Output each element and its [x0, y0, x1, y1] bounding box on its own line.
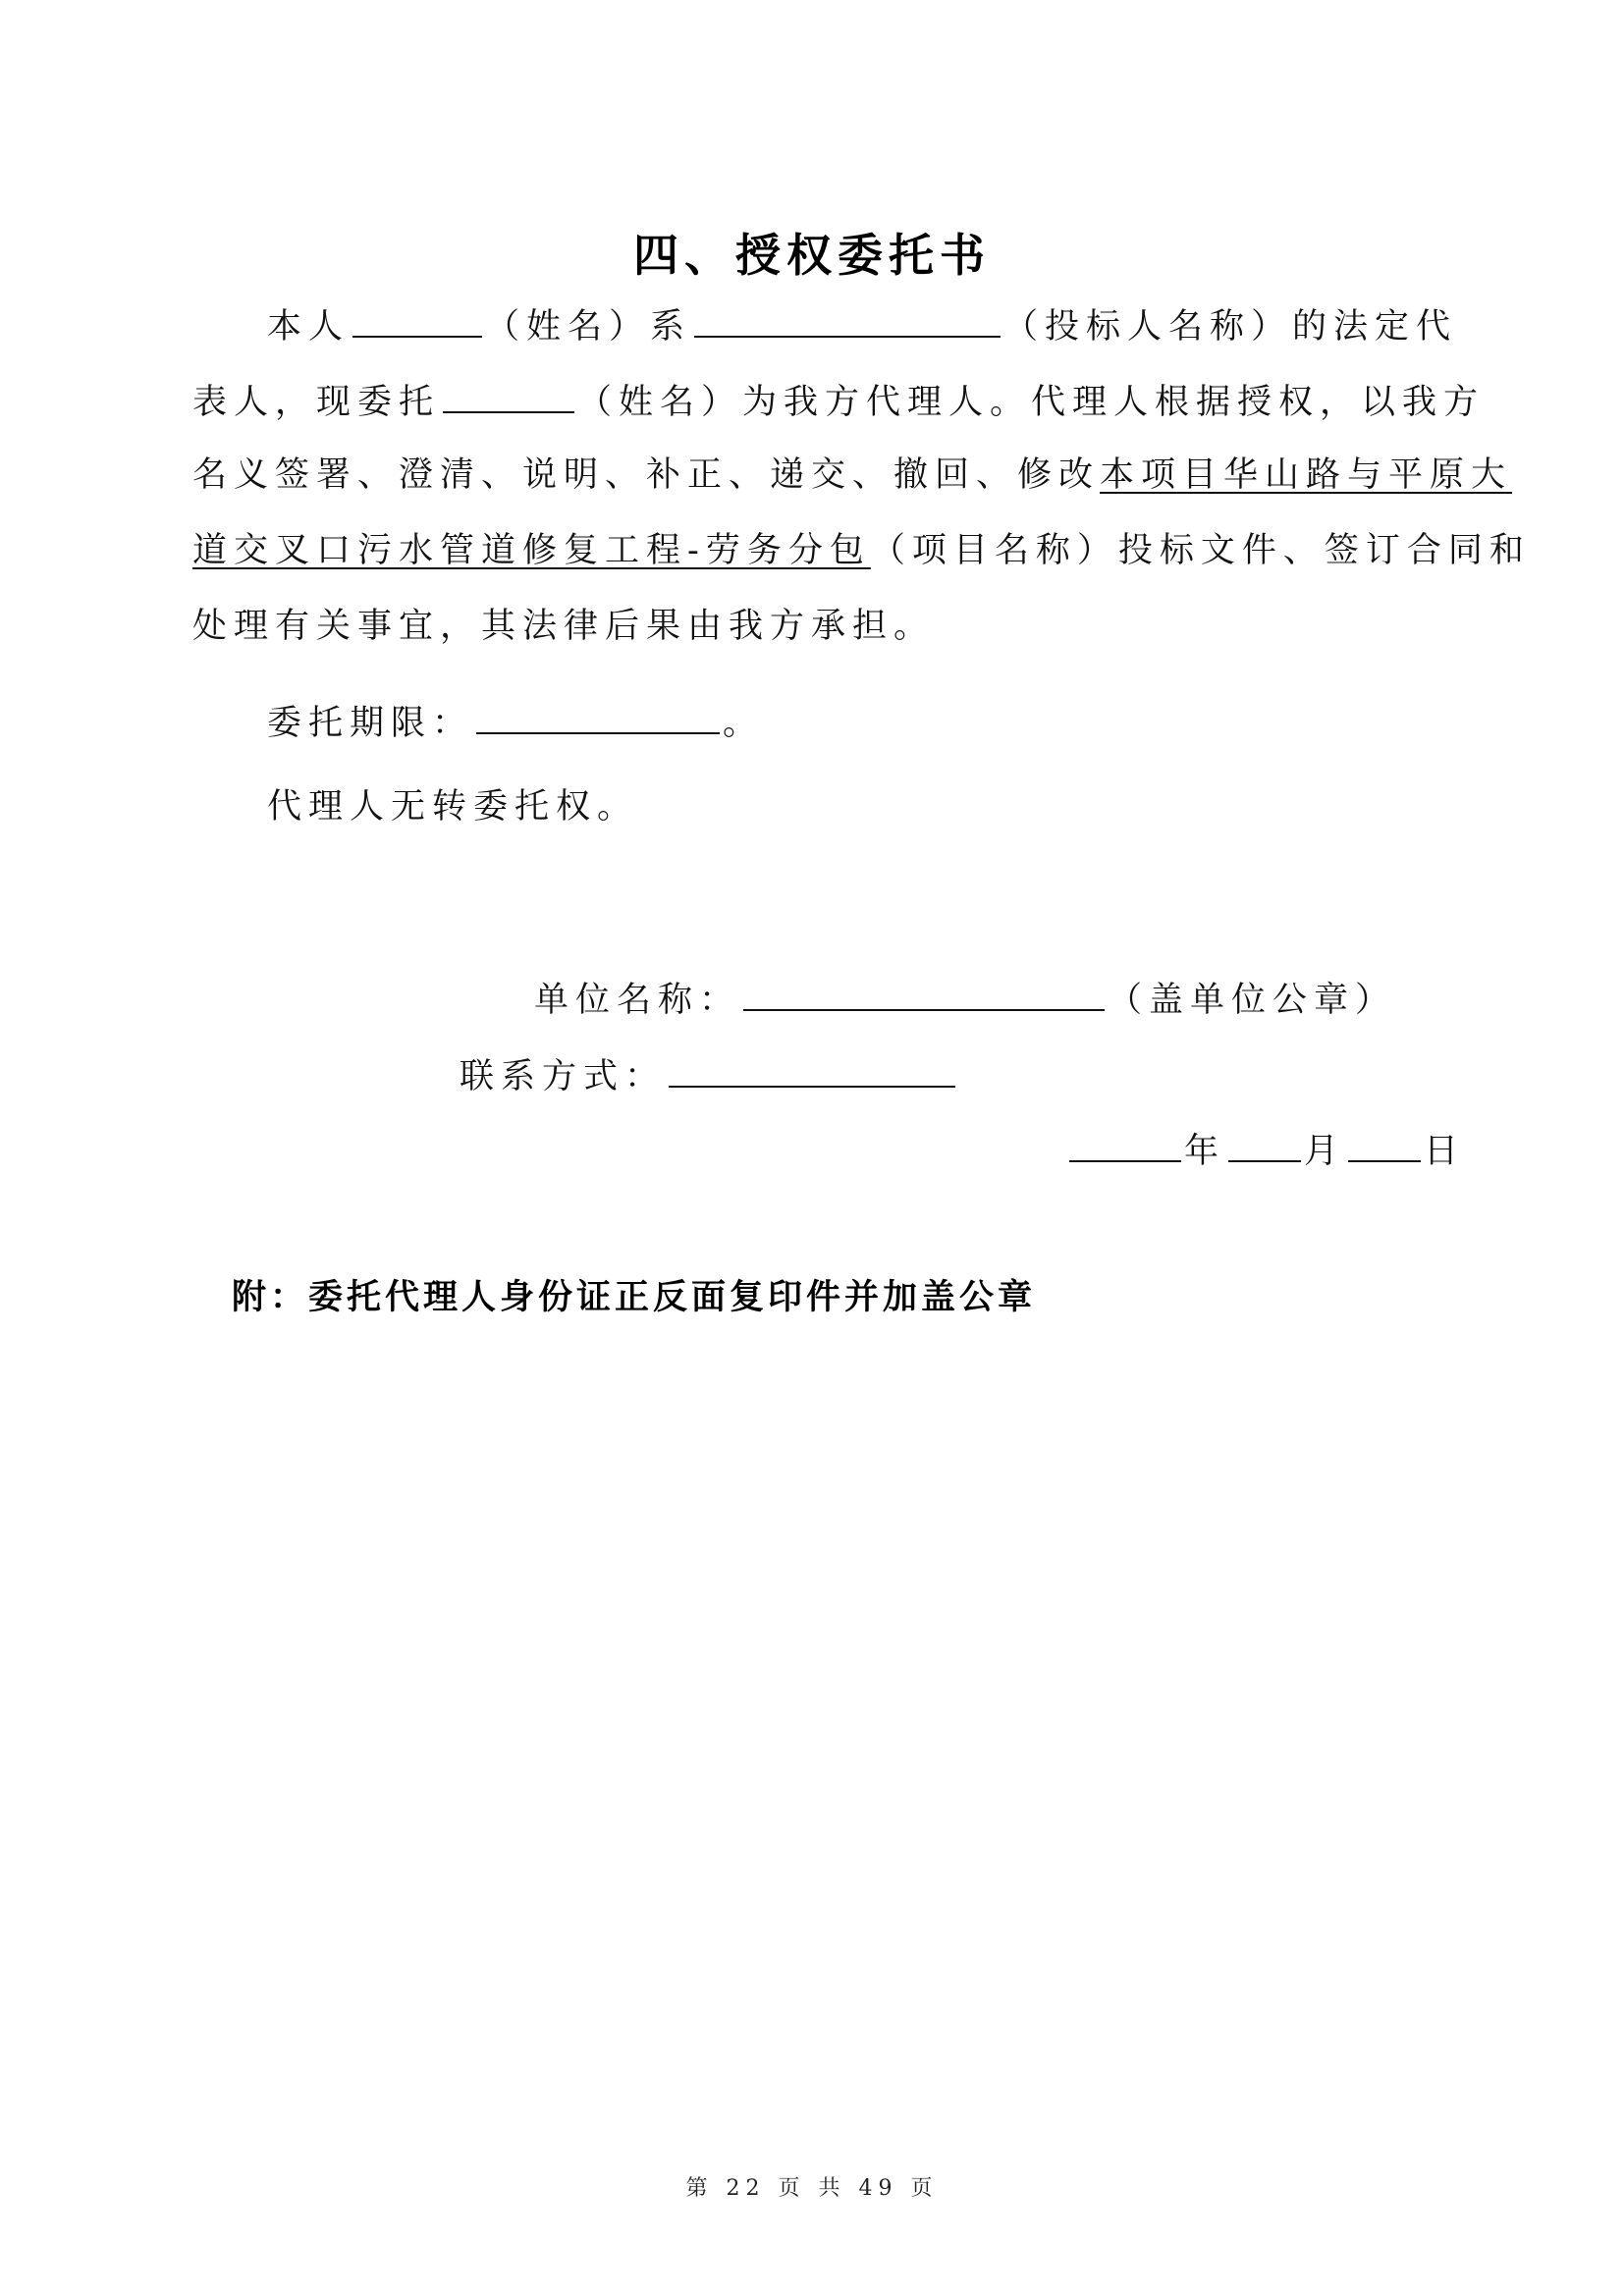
project-name-part-1: 本项目华山路与平原大: [1100, 455, 1513, 495]
text-segment: 处理有关事宜，其法律后果由我方承担。: [192, 607, 936, 646]
month-label: 月: [1304, 1132, 1346, 1171]
term-line: [267, 699, 764, 745]
unit-name-line: [534, 976, 1396, 1022]
attachment-note: 附：委托代理人身份证正反面复印件并加盖公章: [232, 1278, 1037, 1317]
text-segment: 本人: [267, 307, 351, 347]
paragraph-line-1: [267, 302, 1457, 348]
project-name-part-2: 道交叉口污水管道修复工程-劳务分包: [192, 531, 871, 570]
unit-label: 单位名称：: [534, 981, 741, 1020]
date-line: [1066, 1127, 1465, 1173]
paragraph-line-3: [192, 454, 1512, 497]
text-segment: 表人，现委托: [192, 383, 441, 422]
term-blank: [476, 699, 720, 734]
text-segment: 名义签署、澄清、说明、补正、递交、撤回、修改: [192, 455, 1101, 495]
text-segment: （姓名）系: [485, 307, 692, 347]
text-segment: 代理人无转委托权。: [267, 787, 639, 827]
text-segment: （项目名称）投标文件、签订合同和: [870, 531, 1531, 570]
paragraph-line-4: [192, 529, 1531, 572]
unit-name-blank: [743, 976, 1105, 1011]
day-label: 日: [1424, 1132, 1466, 1171]
bidder-name-blank: [694, 302, 1001, 338]
agent-name-blank: [443, 378, 574, 413]
contact-blank: [669, 1052, 955, 1088]
year-blank: [1069, 1127, 1181, 1162]
page-title: 四、授权委托书: [633, 229, 991, 282]
text-segment: （投标人名称）的法定代: [1003, 307, 1458, 347]
seal-note: （盖单位公章）: [1108, 981, 1397, 1020]
term-label: 委托期限：: [267, 704, 474, 743]
month-blank: [1228, 1127, 1301, 1162]
page-footer: 第 22 页 共 49 页: [685, 2176, 939, 2201]
text-segment: 。: [723, 704, 765, 743]
day-blank: [1348, 1127, 1421, 1162]
year-label: 年: [1184, 1132, 1226, 1171]
name-blank: [352, 302, 482, 338]
paragraph-line-5: [192, 605, 935, 648]
no-subdelegation-line: [267, 785, 638, 828]
contact-label: 联系方式：: [460, 1057, 667, 1096]
paragraph-line-2: [192, 378, 1485, 424]
text-segment: （姓名）为我方代理人。代理人根据授权，以我方: [577, 383, 1486, 422]
contact-line: [460, 1052, 958, 1098]
